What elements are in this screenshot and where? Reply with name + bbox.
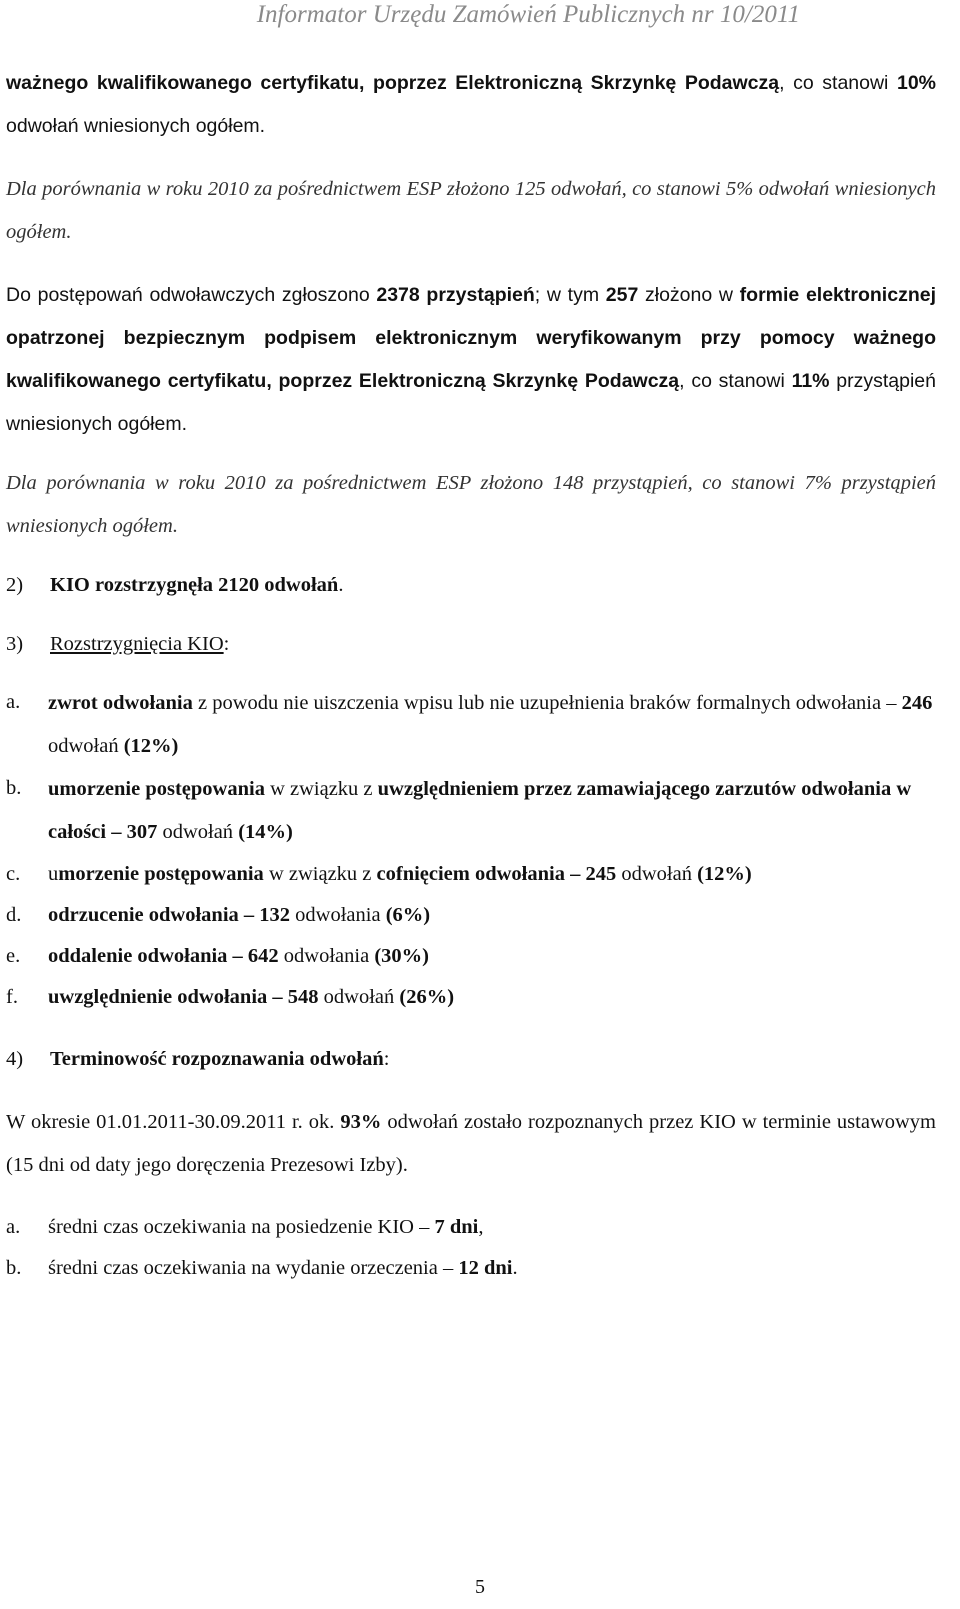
bold-percentage: 93%: [340, 1111, 382, 1133]
section-2-heading: [6, 564, 936, 607]
bold-number: 257: [605, 284, 639, 306]
paragraph-esp-odwolania: [6, 62, 936, 148]
list-item: [0, 936, 936, 977]
list-label: d.: [6, 904, 22, 926]
list-text: umorzenie postępowania w związku z uwzględnieniem przez zamawiającego zarzutów odwołania w całości – 307 odwołań (14%): [48, 778, 912, 843]
list-label: b.: [6, 777, 22, 799]
list-text: zwrot odwołania z powodu nie uiszczenia wpisu lub nie uzupełnienia braków formalnych odwołania – 246 odwołań (12%): [48, 692, 933, 757]
list-text: średni czas oczekiwania na wydanie orzeczenia – 12 dni.: [48, 1257, 518, 1279]
section-text: KIO rozstrzygnęła 2120 odwołań: [50, 574, 339, 596]
text: .: [338, 574, 344, 596]
text: przystąpień wniesionych ogółem.: [6, 370, 936, 435]
text: , co stanowi: [679, 370, 792, 392]
text: , co stanowi: [779, 72, 897, 94]
list-text: średni czas oczekiwania na posiedzenie KIO – 7 dni,: [48, 1216, 484, 1238]
document-header: [0, 0, 960, 30]
list-item: [0, 1248, 936, 1289]
paragraph-terminowosc: [6, 1101, 936, 1187]
section-text: Terminowość rozpoznawania odwołań: [50, 1048, 384, 1070]
bold-text: 2378 przystąpień: [376, 284, 535, 306]
section-4-heading: [6, 1038, 936, 1081]
section-text: Rozstrzygnięcia KIO: [50, 633, 224, 655]
paragraph-przystapienia: [6, 274, 936, 446]
bold-text: ważnego kwalifikowanego certyfikatu, poprzez Elektroniczną Skrzynkę Podawczą: [6, 72, 780, 94]
list-label: a.: [6, 691, 21, 713]
section-number: 4): [6, 1048, 24, 1070]
text: odwołań zostało rozpoznanych przez KIO w terminie ustawowym (15 dni od daty jego doręczenia Prezesowi Izby).: [6, 1111, 936, 1176]
list-text: umorzenie postępowania w związku z cofnięciem odwołania – 245 odwołań (12%): [48, 863, 752, 885]
text: Do postępowań odwoławczych zgłoszono: [6, 284, 377, 306]
section-number: 3): [6, 633, 24, 655]
header-title: Informator Urzędu Zamówień Publicznych nr 10/2011: [256, 1, 800, 28]
page-number: 5: [475, 1576, 485, 1598]
text: W okresie 01.01.2011-30.09.2011 r. ok.: [6, 1111, 341, 1133]
list-label: e.: [6, 945, 21, 967]
list-label: c.: [6, 863, 21, 885]
section-number: 2): [6, 574, 24, 596]
bold-percentage: 10%: [896, 72, 936, 94]
list-label: a.: [6, 1216, 21, 1238]
text: złożono w: [638, 284, 740, 306]
list-item: [0, 977, 936, 1018]
list-item: [0, 768, 936, 854]
list-text: odrzucenie odwołania – 132 odwołania (6%): [48, 904, 431, 926]
list-text: oddalenie odwołania – 642 odwołania (30%): [48, 945, 429, 967]
text: :: [383, 1048, 390, 1070]
paragraph-comparison-2010-przystapienia: Dla porównania w roku 2010 za pośrednictwem ESP złożono 148 przystąpień, co stanowi 7% przystąpień wniesionych ogółem.: [6, 472, 936, 537]
list-text: uwzględnienie odwołania – 548 odwołań (26%): [48, 986, 455, 1008]
list-item: [0, 895, 936, 936]
document-body: [6, 62, 936, 1289]
paragraph-comparison-2010-odwolania: Dla porównania w roku 2010 za pośrednictwem ESP złożono 125 odwołań, co stanowi 5% odwołań wniesionych ogółem.: [6, 178, 936, 243]
list-item: [0, 854, 936, 895]
bold-text: formie elektronicznej opatrzonej bezpiecznym podpisem elektronicznym weryfikowanym przy pomocy ważnego kwalifikowanego certyfikatu, poprzez Elektroniczną Skrzynkę Podawczą: [6, 284, 936, 392]
bold-percentage: 11%: [791, 370, 830, 392]
text: :: [223, 633, 230, 655]
text: odwołań wniesionych ogółem.: [6, 115, 266, 137]
list-item: [0, 1207, 936, 1248]
list-label: b.: [6, 1257, 22, 1279]
text: ; w tym: [534, 284, 606, 306]
list-label: f.: [6, 986, 18, 1008]
list-item: [0, 682, 936, 768]
section-3-heading: [6, 623, 936, 666]
